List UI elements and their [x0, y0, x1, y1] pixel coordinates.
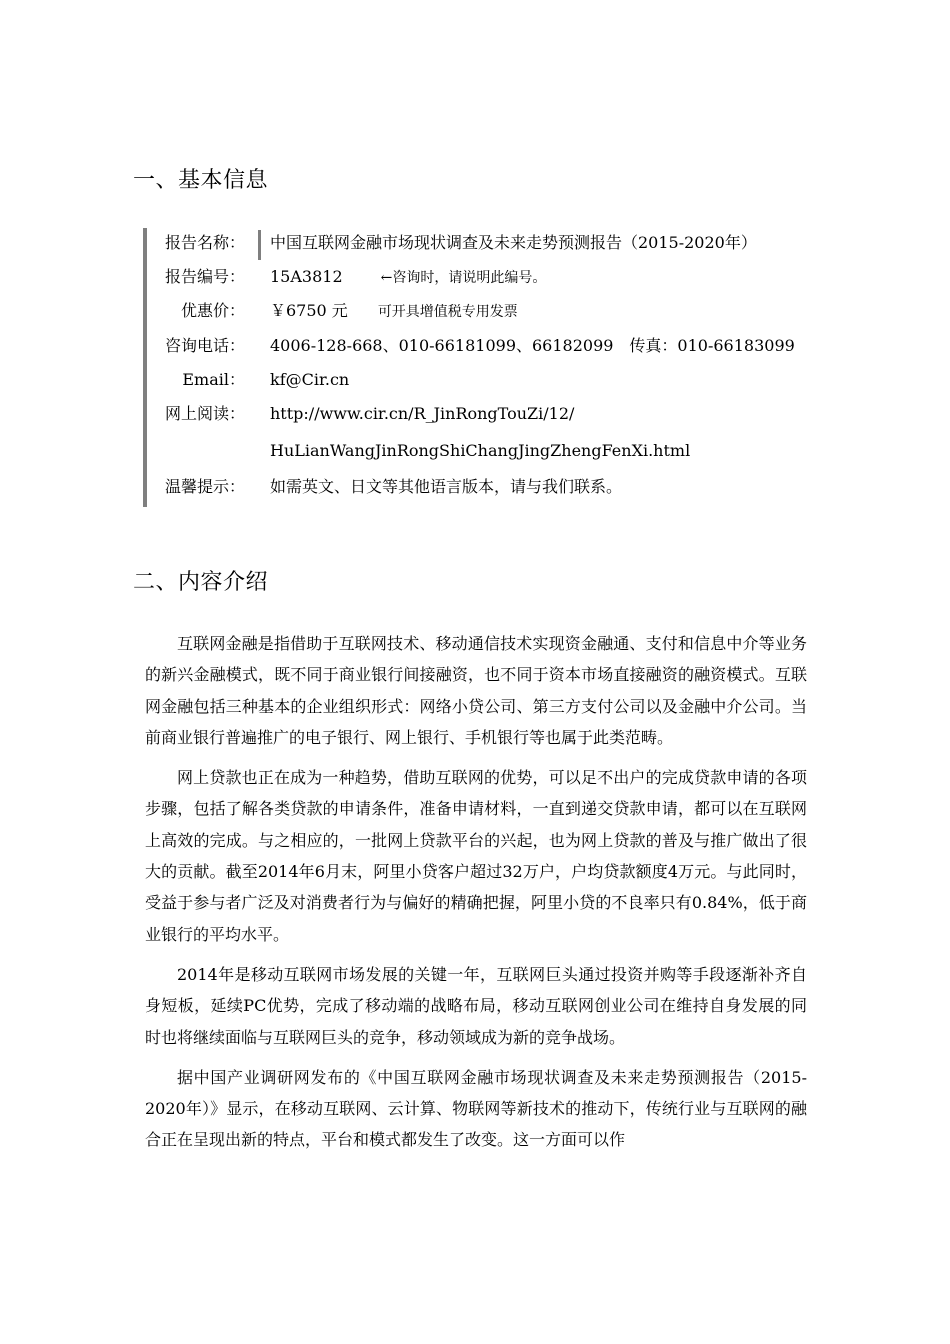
online-reading-link[interactable]: http://www.cir.cn/R_JinRongTouZi/12/ — [270, 404, 575, 423]
info-label: 报告名称： — [164, 233, 245, 252]
invoice-note: 可开具增值税专用发票 — [377, 304, 518, 320]
paragraph: 2014年是移动互联网市场发展的关键一年，互联网巨头通过投资并购等手段逐渐补齐自身短板，延续PC优势，完成了移动端的战略布局，移动互联网创业公司在维持自身发展的同时也将继续面临与互联网巨头的竞争，移动领域成为新的竞争战场。 — [145, 964, 807, 1047]
info-label: Email： — [182, 370, 245, 389]
email-link[interactable]: kf@Cir.cn — [270, 370, 350, 389]
report-number-value — [270, 263, 546, 292]
tip-value: 如需英文、日文等其他语言版本，请与我们联系。 — [270, 477, 623, 496]
info-left-bar — [143, 228, 147, 507]
info-label: 优惠价： — [180, 301, 245, 320]
section-heading-basic-info: 一、基本信息 — [133, 168, 269, 193]
price-value — [270, 297, 518, 326]
report-name-value: 中国互联网金融市场现状调查及未来走势预测报告（2015-2020年） — [270, 233, 757, 252]
paragraph: 据中国产业调研网发布的《中国互联网金融市场现状调查及未来走势预测报告（2015-2020年）》显示，在移动互联网、云计算、物联网等新技术的推动下，传统行业与互联网的融合正在呈现出新的特点，平台和模式都发生了改变。这一方面可以作 — [145, 1067, 807, 1150]
phone-value: 4006-128-668、010-66181099、66182099 传真：010-66183099 — [270, 336, 795, 355]
paragraph: 互联网金融是指借助于互联网技术、移动通信技术实现资金融通、支付和信息中介等业务的新兴金融模式，既不同于商业银行间接融资，也不同于资本市场直接融资的融资模式。互联网金融包括三种基本的企业组织形式：网络小贷公司、第三方支付公司以及金融中介公司。当前商业银行普遍推广的电子银行、网上银行、手机银行等也属于此类范畴。 — [145, 634, 807, 747]
online-reading-link-cont[interactable]: HuLianWangJinRongShiChangJingZhengFenXi.html — [270, 441, 691, 460]
info-label: 咨询电话： — [164, 336, 245, 355]
title-marker-bar — [258, 230, 261, 260]
info-label: 网上阅读： — [164, 404, 245, 423]
content-body — [145, 628, 807, 1165]
paragraph: 网上贷款也正在成为一种趋势，借助互联网的优势，可以足不出户的完成贷款申请的各项步骤，包括了解各类贷款的申请条件，准备申请材料，一直到递交贷款申请，都可以在互联网上高效的完成。与之相应的，一批网上贷款平台的兴起，也为网上贷款的普及与推广做出了很大的贡献。截至2014年6月末，阿里小贷客户超过32万户，户均贷款额度4万元。与此同时，受益于参与者广泛及对消费者行为与偏好的精确把握，阿里小贷的不良率只有0.84%，低于商业银行的平均水平。 — [145, 768, 807, 944]
section-heading-content-intro: 二、内容介绍 — [133, 570, 269, 595]
report-number: 15A3812 — [270, 267, 343, 286]
report-number-note: ←咨询时，请说明此编号。 — [380, 270, 547, 286]
info-label: 报告编号： — [164, 267, 245, 286]
price: ￥6750 元 — [270, 301, 348, 320]
info-label: 温馨提示： — [164, 477, 245, 496]
